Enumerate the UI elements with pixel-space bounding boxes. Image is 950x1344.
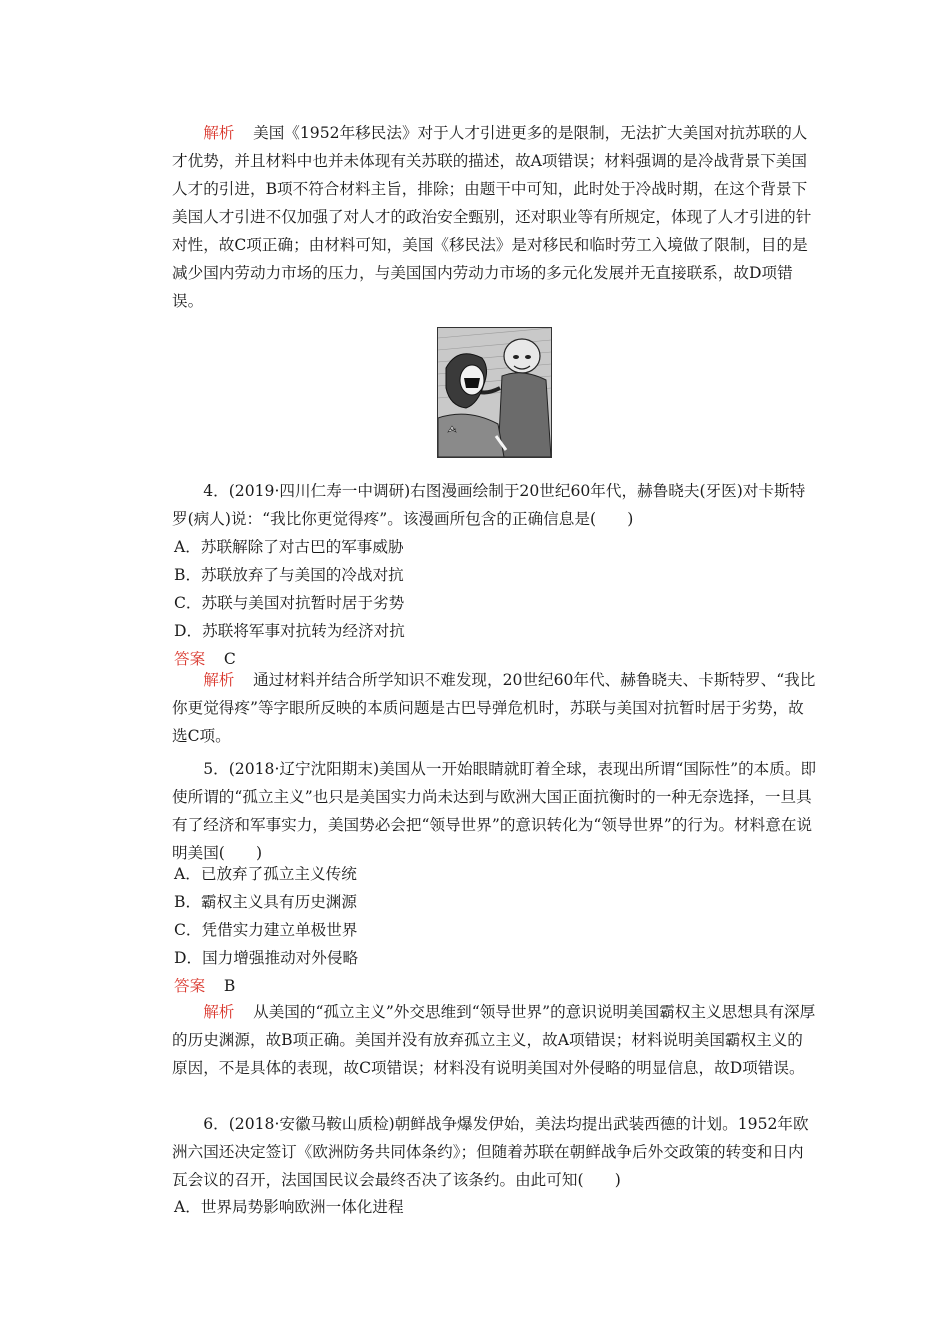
q4-option-b: B．苏联放弃了与美国的冷战对抗 [174, 566, 404, 584]
answer-label: 答案 [174, 650, 206, 668]
q5-analysis-text: 从美国的“孤立主义”外交思维到“领导世界”的意识说明美国霸权主义思想具有深厚的历史渊源，故B项正确。美国并没有放弃孤立主义，故A项错误；材料说明美国霸权主义的原因，不是具体的表现，故C项错误；材料没有说明美国对外侵略的明显信息，故D项错误。 [172, 1003, 816, 1077]
q4-stem: 4．(2019·四川仁寿一中调研)右图漫画绘制于20世纪60年代，赫鲁晓夫(牙医)对卡斯特罗(病人)说：“我比你更觉得疼”。该漫画所包含的正确信息是( ) [172, 482, 806, 528]
q6-stem: 6．(2018·安徽马鞍山质检)朝鲜战争爆发伊始，美法均提出武装西德的计划。1952年欧洲六国还决定签订《欧洲防务共同体条约》；但随着苏联在朝鲜战争后外交政策的转变和日内瓦会议的召开，法国国民议会最终否决了该条约。由此可知( ) [172, 1115, 809, 1189]
cartoon-illustration-icon [438, 328, 551, 457]
q6-option-a: A．世界局势影响欧洲一体化进程 [174, 1198, 404, 1216]
answer-label: 答案 [174, 977, 206, 995]
q4-analysis-text: 通过材料并结合所学知识不难发现，20世纪60年代、赫鲁晓夫、卡斯特罗、“我比你更觉得疼”等字眼所反映的本质问题是古巴导弹危机时，苏联与美国对抗暂时居于劣势，故选C项。 [172, 671, 816, 745]
q5-answer [174, 972, 235, 1000]
q4-option-a: A．苏联解除了对古巴的军事威胁 [174, 538, 404, 556]
q5-option-b: B．霸权主义具有历史渊源 [174, 893, 357, 911]
q5-analysis [172, 998, 817, 1082]
analysis-label: 解析 [203, 1003, 235, 1021]
q5-answer-value: B [223, 977, 236, 995]
q5-option-c: C．凭借实力建立单极世界 [174, 921, 358, 939]
analysis-label: 解析 [203, 124, 235, 142]
q4-answer-value: C [223, 650, 236, 668]
q3-analysis-text: 美国《1952年移民法》对于人才引进更多的是限制，无法扩大美国对抗苏联的人才优势，并且材料中也并未体现有关苏联的描述，故A项错误；材料强调的是冷战背景下美国人才的引进，B项不符合材料主旨，排除；由题干中可知，此时处于冷战时期，在这个背景下美国人才引进不仅加强了对人才的政治安全甄别，还对职业等有所规定，体现了人才引进的针对性，故C项正确；由材料可知，美国《移民法》是对移民和临时劳工入境做了限制，目的是减少国内劳动力市场的压力，与美国国内劳动力市场的多元化发展并无直接联系，故D项错误。 [172, 124, 812, 310]
cartoon-figure [437, 327, 552, 458]
analysis-label: 解析 [203, 671, 235, 689]
q5-option-d: D．国力增强推动对外侵略 [174, 949, 359, 967]
q3-analysis [172, 119, 817, 315]
q5-option-a: A．已放弃了孤立主义传统 [174, 865, 357, 883]
q5-stem: 5．(2018·辽宁沈阳期末)美国从一开始眼睛就盯着全球，表现出所谓“国际性”的本质。即使所谓的“孤立主义”也只是美国实力尚未达到与欧洲大国正面抗衡时的一种无奈选择，一旦具有了经济和军事实力，美国势必会把“领导世界”的意识转化为“领导世界”的行为。材料意在说明美国( ) [172, 760, 817, 862]
q4-analysis [172, 666, 817, 750]
q4-option-c: C．苏联与美国对抗暂时居于劣势 [174, 594, 405, 612]
q4-option-d: D．苏联将军事对抗转为经济对抗 [174, 622, 405, 640]
